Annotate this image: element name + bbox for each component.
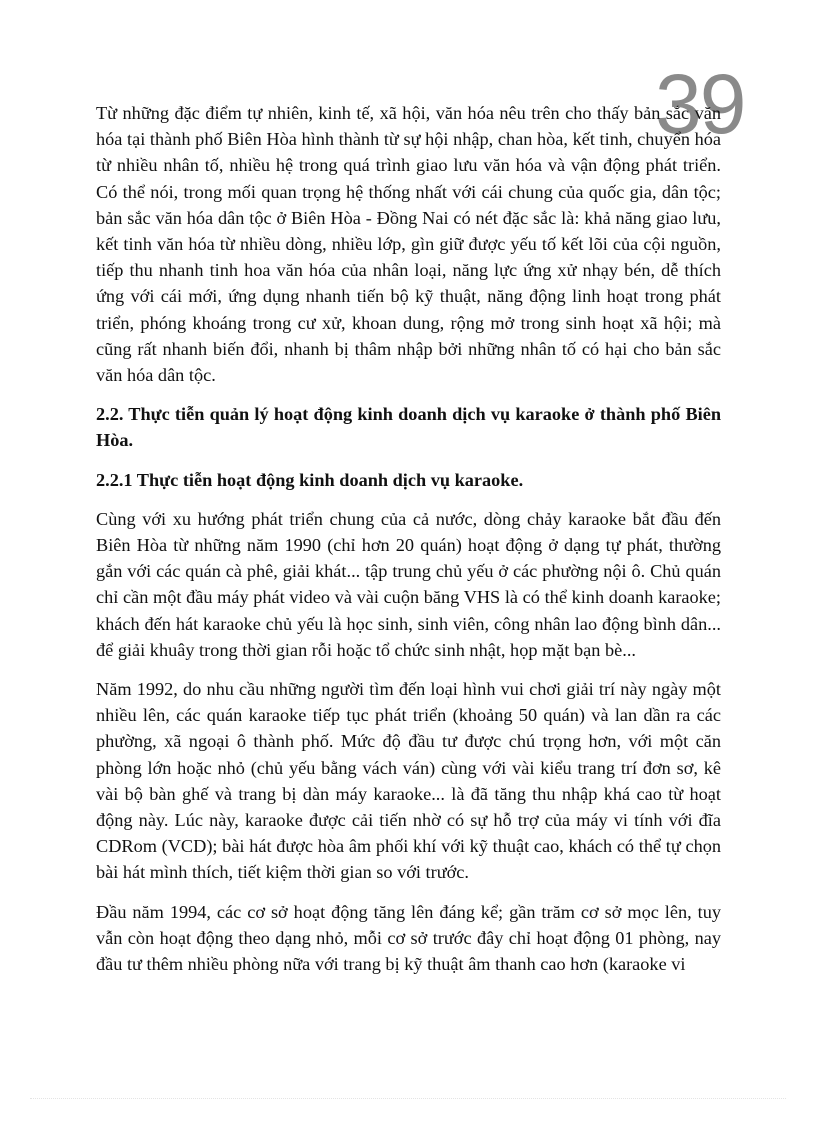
document-body [96, 100, 721, 990]
paragraph-karaoke-1990: Cùng với xu hướng phát triển chung của cả nước, dòng chảy karaoke bắt đầu đến Biên Hòa từ những năm 1990 (chỉ hơn 20 quán) hoạt động ở dạng tự phát, thường gắn với các quán cà phê, giải khát... tập trung chủ yếu ở các phường nội ô. Chủ quán chỉ cần một đầu máy phát video và vài cuộn băng VHS là có thể kinh doanh karaoke; khách đến hát karaoke chủ yếu là học sinh, sinh viên, công nhân lao động bình dân... để giải khuây trong thời gian rỗi hoặc tổ chức sinh nhật, họp mặt bạn bè... [96, 508, 721, 660]
footer-divider [30, 1098, 786, 1099]
paragraph-karaoke-1994: Đầu năm 1994, các cơ sở hoạt động tăng lên đáng kể; gần trăm cơ sở mọc lên, tuy vẫn còn hoạt động theo dạng nhỏ, mỗi cơ sở trước đây chỉ hoạt động 01 phòng, nay đầu tư thêm nhiều phòng nữa với trang bị kỹ thuật âm thanh cao hơn (karaoke vi [96, 901, 721, 975]
paragraph-karaoke-1992: Năm 1992, do nhu cầu những người tìm đến loại hình vui chơi giải trí này ngày một nhiều lên, các quán karaoke tiếp tục phát triển (khoảng 50 quán) và lan dần ra các phường, xã ngoại ô thành phố. Mức độ đầu tư được chú trọng hơn, với một căn phòng lớn hoặc nhỏ (chủ yếu bằng vách ván) cùng với vài kiểu trang trí đơn sơ, kê vài bộ bàn ghế và trang bị dàn máy karaoke... là đã tăng thu nhập khá cao từ hoạt động này. Lúc này, karaoke được cải tiến nhờ có sự hỗ trợ của máy vi tính với đĩa CDRom (VCD); bài hát được hòa âm phối khí với kỹ thuật cao, khách có thể tự chọn bài hát mình thích, tiết kiệm thời gian so với trước. [96, 679, 721, 883]
section-heading-2-2: 2.2. Thực tiễn quản lý hoạt động kinh doanh dịch vụ karaoke ở thành phố Biên Hòa. [96, 404, 721, 451]
paragraph-cultural-identity: Từ những đặc điểm tự nhiên, kinh tế, xã hội, văn hóa nêu trên cho thấy bản sắc văn hóa tại thành phố Biên Hòa hình thành từ sự hội nhập, chan hòa, kết tinh, chuyển hóa từ nhiều nhân tố, nhiều hệ trong quá trình giao lưu văn hóa và vận động phát triển. Có thể nói, trong mối quan trọng hệ thống nhất với cái chung của quốc gia, dân tộc; bản sắc văn hóa dân tộc ở Biên Hòa - Đồng Nai có nét đặc sắc là: khả năng giao lưu, kết tinh văn hóa từ nhiều dòng, nhiều lớp, gìn giữ được yếu tố kết lõi của cội nguồn, tiếp thu nhanh tinh hoa văn hóa của nhân loại, năng lực ứng xử nhạy bén, dễ thích ứng với cái mới, ứng dụng nhanh tiến bộ kỹ thuật, năng động linh hoạt trong phát triển, phóng khoáng trong cư xử, khoan dung, rộng mở trong sinh hoạt xã hội; mà cũng rất nhanh biến đổi, nhanh bị thâm nhập bởi những nhân tố có hại cho bản sắc văn hóa dân tộc. [96, 103, 721, 386]
subsection-heading-2-2-1: 2.2.1 Thực tiễn hoạt động kinh doanh dịch vụ karaoke. [96, 469, 524, 490]
page-number: 39 [655, 57, 745, 151]
